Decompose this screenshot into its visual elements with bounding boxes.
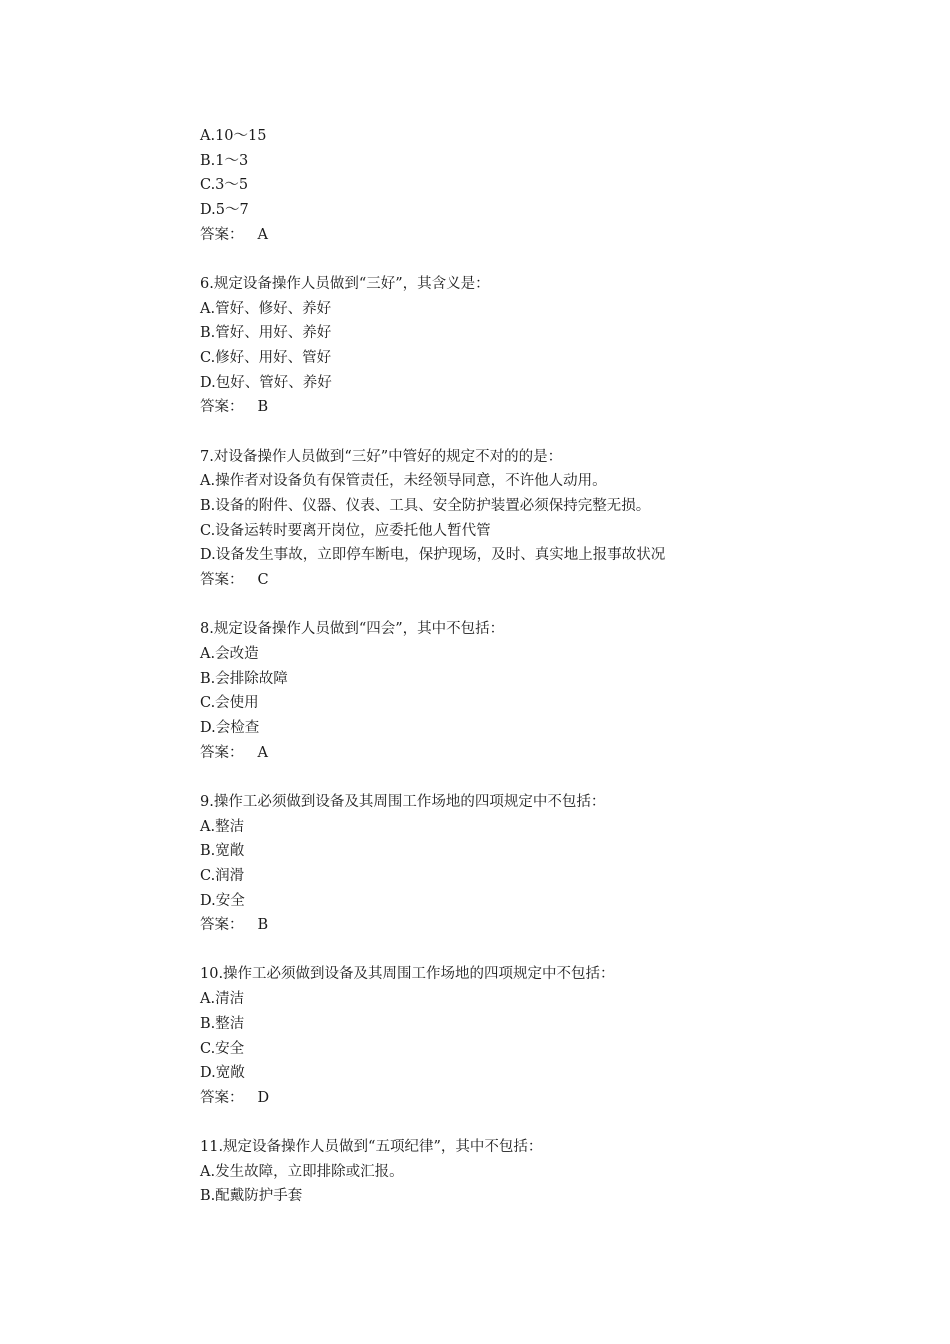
option-d: D.安全 <box>200 892 245 909</box>
option-c: C.设备运转时要离开岗位，应委托他人暂代管 <box>200 522 491 539</box>
answer-label: 答案： <box>200 917 244 934</box>
option-d: D.设备发生事故，立即停车断电，保护现场，及时、真实地上报事故状况 <box>200 547 666 564</box>
question-stem: 10.操作工必须做到设备及其周围工作场地的四项规定中不包括： <box>200 966 615 983</box>
option-d: D.5～7 <box>200 202 249 219</box>
answer-value: C <box>257 572 269 588</box>
answer-value: A <box>257 744 268 761</box>
answer-value: B <box>257 917 269 934</box>
option-b: B.宽敞 <box>200 843 245 860</box>
question-block <box>200 790 900 938</box>
answer-label: 答案： <box>200 1089 244 1106</box>
option-b: B.设备的附件、仪器、仪表、工具、安全防护装置必须保持完整无损。 <box>200 497 651 514</box>
question-stem: 7.对设备操作人员做到“三好”中管好的规定不对的的是： <box>200 448 563 465</box>
option-a: A.操作者对设备负有保管责任，未经领导同意，不许他人动用。 <box>200 473 607 490</box>
answer-line <box>200 741 900 766</box>
option-b: B.管好、用好、养好 <box>200 325 332 342</box>
question-block <box>200 962 900 1110</box>
option-d: D.会检查 <box>200 719 260 736</box>
question-stem: 11.规定设备操作人员做到“五项纪律”，其中不包括： <box>200 1139 543 1156</box>
option-b: B.1～3 <box>200 152 249 169</box>
option-c: C.安全 <box>200 1040 245 1057</box>
question-block <box>200 1135 900 1209</box>
option-b: B.整洁 <box>200 1015 245 1032</box>
option-b: B.会排除故障 <box>200 670 288 687</box>
question-block <box>200 445 900 593</box>
answer-line <box>200 568 900 593</box>
answer-value: A <box>257 226 268 243</box>
answer-label: 答案： <box>200 226 244 243</box>
question-stem: 9.操作工必须做到设备及其周围工作场地的四项规定中不包括： <box>200 793 606 810</box>
option-a: A.管好、修好、养好 <box>200 300 332 317</box>
answer-label: 答案： <box>200 572 244 588</box>
question-block <box>200 124 900 247</box>
question-block <box>200 272 900 420</box>
option-c: C.会使用 <box>200 695 259 712</box>
answer-line <box>200 1086 900 1111</box>
option-b: B.配戴防护手套 <box>200 1188 303 1205</box>
question-stem: 8.规定设备操作人员做到“四会”，其中不包括： <box>200 621 505 638</box>
option-c: C.修好、用好、管好 <box>200 350 332 366</box>
answer-value: B <box>257 399 269 416</box>
option-a: A.清洁 <box>200 991 245 1008</box>
answer-value: D <box>257 1089 270 1106</box>
answer-line <box>200 395 900 420</box>
option-c: C.3～5 <box>200 177 249 194</box>
document-page <box>200 124 900 1234</box>
answer-line <box>200 223 900 248</box>
question-stem: 6.规定设备操作人员做到“三好”，其含义是： <box>200 275 490 292</box>
option-c: C.润滑 <box>200 867 245 884</box>
option-d: D.宽敞 <box>200 1065 245 1082</box>
option-a: A.发生故障，立即排除或汇报。 <box>200 1163 404 1180</box>
option-d: D.包好、管好、养好 <box>200 374 332 391</box>
question-block <box>200 617 900 765</box>
answer-label: 答案： <box>200 744 244 761</box>
option-a: A.会改造 <box>200 645 259 662</box>
option-a: A.整洁 <box>200 818 245 835</box>
option-a: A.10～15 <box>200 128 267 144</box>
answer-label: 答案： <box>200 399 244 416</box>
answer-line <box>200 913 900 938</box>
